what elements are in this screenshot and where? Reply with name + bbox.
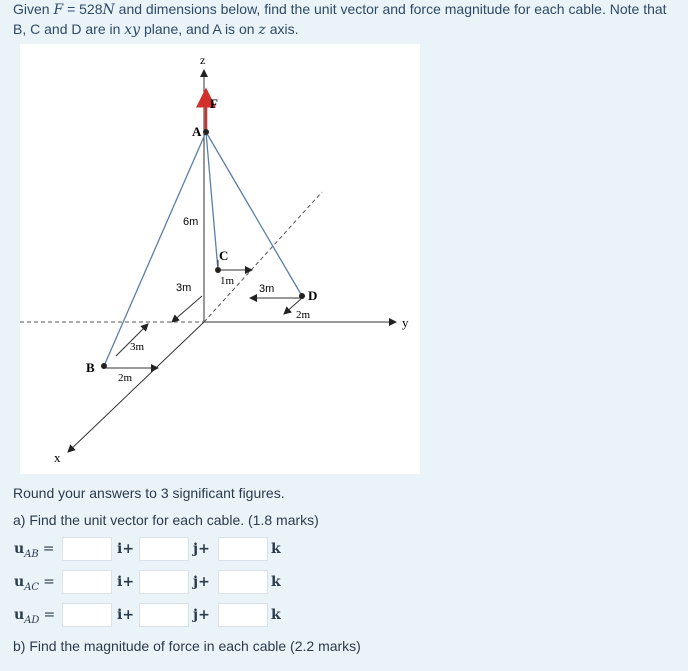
cable-AB <box>104 132 206 366</box>
dim-2m-D-label: 2m <box>296 309 311 321</box>
dim-2m-B-label: 2m <box>118 372 133 384</box>
j-label: j+ <box>193 574 210 590</box>
intro-text-1: Given <box>13 1 54 17</box>
uAC-k-input[interactable] <box>218 570 268 594</box>
uAC-label: $u_{AC}$ = <box>14 574 55 593</box>
dim-1m-label: 1m <box>220 275 235 287</box>
point-B-label: B <box>86 360 95 375</box>
z-symbol: z <box>258 22 266 38</box>
point-D-label: D <box>308 288 318 303</box>
y-axis-label: y <box>402 315 409 330</box>
uAD-k-input[interactable] <box>218 603 268 627</box>
uAC-i-input[interactable] <box>62 570 112 594</box>
force-label: F <box>210 96 218 111</box>
rounding-instruction: Round your answers to 3 significant figures. <box>13 485 285 501</box>
z-axis-label: z <box>200 53 206 67</box>
uAB-row <box>13 537 333 563</box>
part-b-prompt: b) Find the magnitude of force in each cable (2.2 marks) <box>13 638 361 654</box>
k-label: k <box>271 574 281 590</box>
intro-text-4: axis. <box>265 21 299 37</box>
i-label: i+ <box>117 607 135 623</box>
i-label: i+ <box>117 574 135 590</box>
force-symbol: F <box>53 2 64 18</box>
force-value: = 528 <box>63 1 103 17</box>
part-a-prompt: a) Find the unit vector for each cable. (1.8 marks) <box>13 512 319 528</box>
i-label: i+ <box>117 541 135 557</box>
j-label: j+ <box>193 541 210 557</box>
j-label: j+ <box>193 607 210 623</box>
uAC-j-input[interactable] <box>139 570 189 594</box>
uAD-label: $u_{AD}$ = <box>14 607 56 626</box>
uAB-i-input[interactable] <box>62 537 112 561</box>
dim-6m-label: 6m <box>183 216 199 228</box>
uAB-j-input[interactable] <box>139 537 189 561</box>
point-B-dot <box>101 363 107 369</box>
xy-plane-symbol: xy <box>124 22 141 38</box>
uAD-i-input[interactable] <box>62 603 112 627</box>
dim-3m-right-label: 3m <box>259 283 275 295</box>
point-D-dot <box>299 293 305 299</box>
dim-3m-B-label: 3m <box>130 341 145 353</box>
uAB-k-input[interactable] <box>218 537 268 561</box>
intro-text-3: plane, and A is on <box>140 21 259 37</box>
k-label: k <box>271 541 281 557</box>
dim-3m-left-arrow <box>172 296 202 322</box>
point-C-label: C <box>219 248 229 263</box>
point-A-label: A <box>192 124 202 139</box>
k-label: k <box>271 607 281 623</box>
uAB-label: $u_{AB}$ = <box>14 541 55 560</box>
diagram-svg <box>20 44 420 474</box>
uAC-row <box>13 570 333 596</box>
dim-3m-left-label: 3m <box>176 282 192 294</box>
cable-AC <box>206 132 218 270</box>
point-A-dot <box>203 129 209 135</box>
point-C-dot <box>215 267 221 273</box>
problem-statement <box>13 0 678 40</box>
force-unit: N <box>102 2 115 18</box>
uAD-j-input[interactable] <box>139 603 189 627</box>
intro-text-2: and dimensions below, find the unit vector and force magnitude for each cable. Note that B, C and D are in <box>13 1 667 37</box>
uAD-row <box>13 603 333 629</box>
x-axis-label: x <box>54 450 61 465</box>
cable-diagram <box>20 44 420 474</box>
